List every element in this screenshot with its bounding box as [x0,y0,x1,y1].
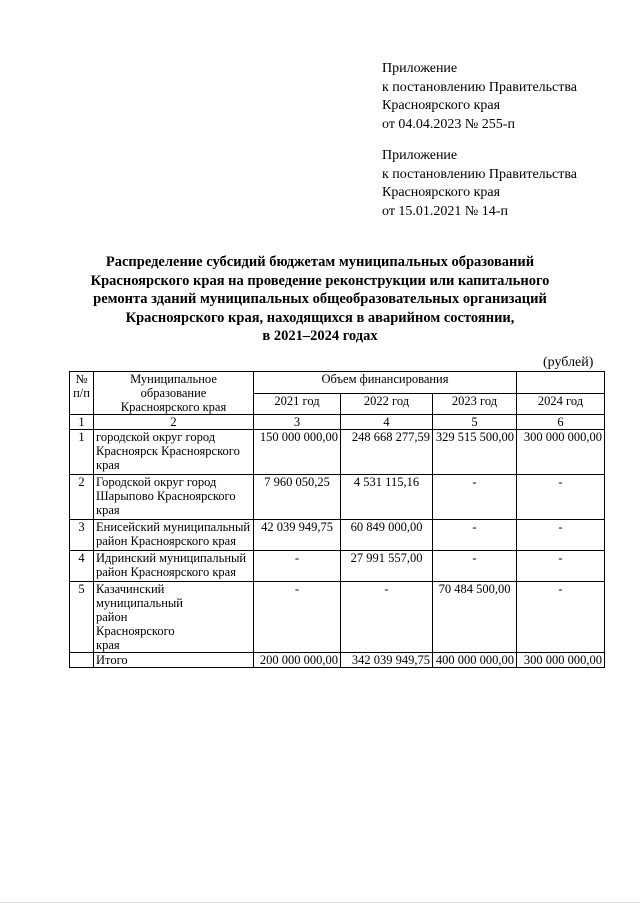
row-municipality: Казачинский муниципальный район Красноярского края [94,582,254,653]
header-num-line: № [75,372,88,386]
header-municipality [94,372,254,415]
row-2022: 60 849 000,00 [341,520,433,551]
row-2022: 27 991 557,00 [341,551,433,582]
row-2023: 70 484 500,00 [433,582,517,653]
header-year-2023: 2023 год [433,393,517,415]
title-line: Распределение субсидий бюджетам муниципальных образований [105,254,535,270]
table-row [70,430,605,475]
column-number: 1 [70,415,94,430]
header-municipality-line: Муниципальное образование [130,372,217,400]
header-num [70,372,94,415]
title-line: Красноярского края, находящихся в аварийном состоянии, [125,309,515,326]
title-line: в 2021–2024 годах [262,328,378,344]
column-number: 3 [254,415,341,430]
row-2024: - [517,520,605,551]
row-2023: - [433,551,517,582]
title-line: ремонта зданий муниципальных общеобразовательных организаций [93,291,547,307]
column-number: 5 [433,415,517,430]
total-row [70,653,605,668]
header-year-2022: 2022 год [341,393,433,415]
row-2022: 4 531 115,16 [341,475,433,520]
row-2024: 300 000 000,00 [517,430,605,475]
total-num [70,653,94,668]
row-num: 5 [70,582,94,653]
row-2021: - [254,551,341,582]
column-number: 6 [517,415,605,430]
row-municipality: Енисейский муниципальный район Красноярского края [94,520,254,551]
appendix-line: к постановлению Правительства [382,166,578,182]
header-year-2021: 2021 год [254,393,341,415]
row-num: 1 [70,430,94,475]
header-year-2024: 2024 год [517,393,605,415]
table-row [70,551,605,582]
row-municipality: Идринский муниципальный район Красноярского края [94,551,254,582]
row-num: 3 [70,520,94,551]
appendix-line: от 15.01.2021 № 14-п [382,203,508,219]
document-title [60,253,580,346]
row-2021: 42 039 949,75 [254,520,341,551]
appendix-original [382,147,577,221]
row-num: 4 [70,551,94,582]
scan-edge [0,902,640,903]
row-2021: 150 000 000,00 [254,430,341,475]
total-2022: 342 039 949,75 [341,653,433,668]
header-num-line: п/п [73,386,90,400]
row-2024: - [517,551,605,582]
row-2022: 248 668 277,59 [341,430,433,475]
appendix-line: Приложение [382,148,458,163]
row-municipality: городской округ город Красноярск Красноярского края [94,430,254,475]
header-row [70,372,605,394]
row-municipality: Городской округ город Шарыпово Красноярского края [94,475,254,520]
header-municipality-line: Красноярского края [120,400,227,414]
column-number: 4 [341,415,433,430]
appendix-line: Красноярского края [382,185,501,200]
appendix-line: Красноярского края [382,98,501,113]
total-2024: 300 000 000,00 [517,653,605,668]
table-row [70,475,605,520]
appendix-current [382,60,577,134]
row-2021: - [254,582,341,653]
row-2023: - [433,520,517,551]
column-numbers-row [70,415,605,430]
appendix-line: от 04.04.2023 № 255-п [382,116,515,132]
row-num: 2 [70,475,94,520]
appendix-line: к постановлению Правительства [382,79,578,95]
column-number: 2 [94,415,254,430]
row-2023: 329 515 500,00 [433,430,517,475]
row-2024: - [517,475,605,520]
row-2022: - [341,582,433,653]
subsidy-table [69,371,605,668]
table-row [70,520,605,551]
table-row [70,582,605,653]
appendix-line: Приложение [382,61,458,76]
row-2024: - [517,582,605,653]
row-2021: 7 960 050,25 [254,475,341,520]
total-2023: 400 000 000,00 [433,653,517,668]
header-funding: Объем финансирования [254,372,517,394]
total-label: Итого [94,653,254,668]
header-empty [517,372,605,394]
total-2021: 200 000 000,00 [254,653,341,668]
title-line: Красноярского края на проведение реконструкции или капитального [90,272,550,289]
row-2023: - [433,475,517,520]
units-label: (рублей) [543,355,594,370]
